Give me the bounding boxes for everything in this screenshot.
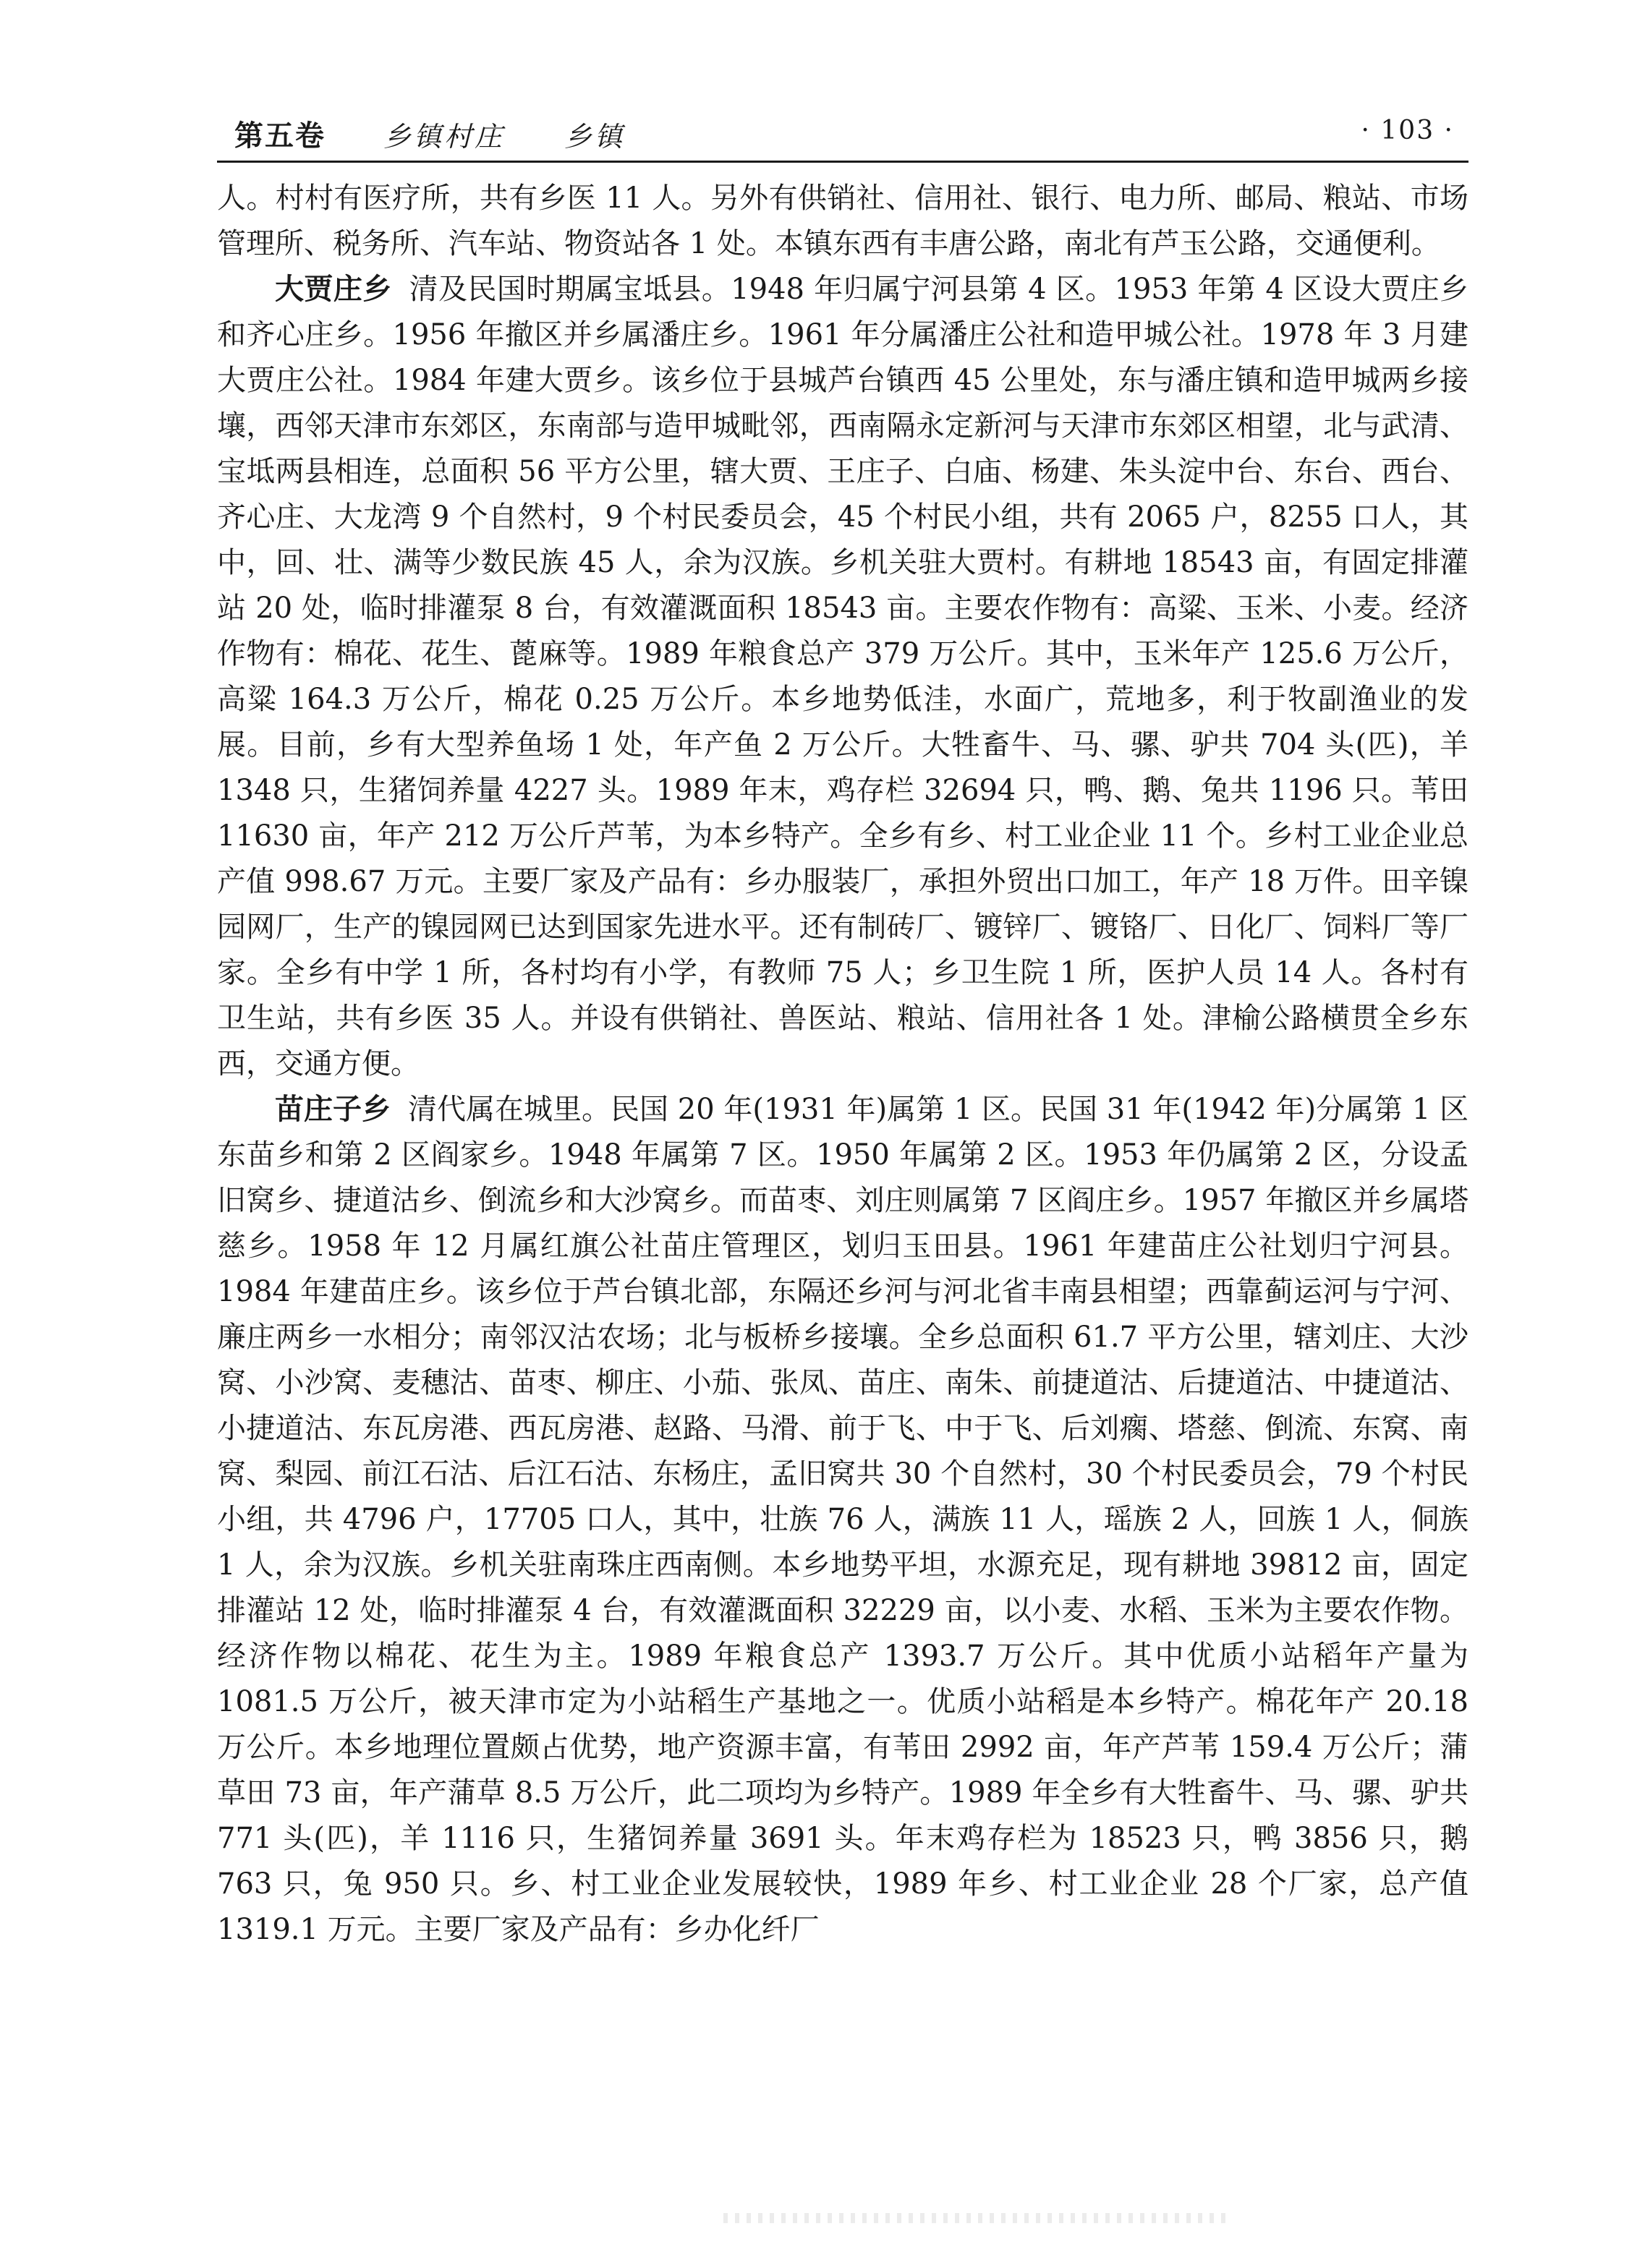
subsection-title: 乡镇	[564, 121, 626, 153]
continued-paragraph: 人。村村有医疗所，共有乡医 11 人。另外有供销社、信用社、银行、电力所、邮局、粮站、市场管理所、税务所、汽车站、物资站各 1 处。本镇东西有丰唐公路，南北有芦玉公路，交通便利。	[217, 182, 1468, 260]
entry-paragraph	[217, 267, 1468, 1087]
article-body	[217, 176, 1468, 1953]
volume-title: 第五卷	[234, 119, 326, 153]
section-title: 乡镇村庄	[383, 121, 506, 153]
running-header	[217, 108, 1468, 163]
entry-title: 苗庄子乡	[275, 1093, 391, 1126]
page	[217, 108, 1468, 1953]
entry-title: 大贾庄乡	[275, 273, 392, 306]
entry-text: 清及民国时期属宝坻县。1948 年归属宁河县第 4 区。1953 年第 4 区设大贾庄乡和齐心庄乡。1956 年撤区并乡属潘庄乡。1961 年分属潘庄公社和造甲城公社。1978 年 3 月建大贾庄公社。1984 年建大贾乡。该乡位于县城芦台镇西 45 公里处，东与潘庄镇和造甲城两乡接壤，西邻天津市东郊区，东南部与造甲城毗邻，西南隔永定新河与天津市东郊区相望，北与武清、宝坻两县相连，总面积 56 平方公里，辖大贾、王庄子、白庙、杨建、朱头淀中台、东台、西台、齐心庄、大龙湾 9 个自然村，9 个村民委员会，45 个村民小组，共有 2065 户，8255 口人，其中，回、壮、满等少数民族 45 人，余为汉族。乡机关驻大贾村。有耕地 18543 亩，有固定排灌站 20 处，临时排灌泵 8 台，有效灌溉面积 18543 亩。主要农作物有：高粱、玉米、小麦。经济作物有：棉花、花生、蓖麻等。1989 年粮食总产 379 万公斤。其中，玉米年产 125.6 万公斤，高粱 164.3 万公斤，棉花 0.25 万公斤。本乡地势低洼，水面广，荒地多，利于牧副渔业的发展。目前，乡有大型养鱼场 1 处，年产鱼 2 万公斤。大牲畜牛、马、骡、驴共 704 头(匹)，羊 1348 只，生猪饲养量 4227 头。1989 年末，鸡存栏 32694 只，鸭、鹅、兔共 1196 只。苇田 11630 亩，年产 212 万公斤芦苇，为本乡特产。全乡有乡、村工业企业 11 个。乡村工业企业总产值 998.67 万元。主要厂家及产品有：乡办服装厂，承担外贸出口加工，年产 18 万件。田辛镍园网厂，生产的镍园网已达到国家先进水平。还有制砖厂、镀锌厂、镀铬厂、日化厂、饲料厂等厂家。全乡有中学 1 所，各村均有小学，有教师 75 人；乡卫生院 1 所，医护人员 14 人。各村有卫生站，共有乡医 35 人。并设有供销社、兽医站、粮站、信用社各 1 处。津榆公路横贯全乡东西，交通方便。	[217, 273, 1469, 1080]
entry-text: 清代属在城里。民国 20 年(1931 年)属第 1 区。民国 31 年(1942 年)分属第 1 区东苗乡和第 2 区阎家乡。1948 年属第 7 区。1950 年属第 2 区。1953 年仍属第 2 区，分设孟旧窝乡、捷道沽乡、倒流乡和大沙窝乡。而苗枣、刘庄则属第 7 区阎庄乡。1957 年撤区并乡属塔慈乡。1958 年 12 月属红旗公社苗庄管理区，划归玉田县。1961 年建苗庄公社划归宁河县。1984 年建苗庄乡。该乡位于芦台镇北部，东隔还乡河与河北省丰南县相望；西靠蓟运河与宁河、廉庄两乡一水相分；南邻汉沽农场；北与板桥乡接壤。全乡总面积 61.7 平方公里，辖刘庄、大沙窝、小沙窝、麦穗沽、苗枣、柳庄、小茄、张凤、苗庄、南朱、前捷道沽、后捷道沽、中捷道沽、小捷道沽、东瓦房港、西瓦房港、赵路、马滑、前于飞、中于飞、后刘瘸、塔慈、倒流、东窝、南窝、梨园、前江石沽、后江石沽、东杨庄，孟旧窝共 30 个自然村，30 个村民委员会，79 个村民小组，共 4796 户，17705 口人，其中，壮族 76 人，满族 11 人，瑶族 2 人，回族 1 人，侗族 1 人，余为汉族。乡机关驻南珠庄西南侧。本乡地势平坦，水源充足，现有耕地 39812 亩，固定排灌站 12 处，临时排灌泵 4 台，有效灌溉面积 32229 亩，以小麦、水稻、玉米为主要农作物。经济作物以棉花、花生为主。1989 年粮食总产 1393.7 万公斤。其中优质小站稻年产量为 1081.5 万公斤，被天津市定为小站稻生产基地之一。优质小站稻是本乡特产。棉花年产 20.18 万公斤。本乡地理位置颇占优势，地产资源丰富，有苇田 2992 亩，年产芦苇 159.4 万公斤；蒲草田 73 亩，年产蒲草 8.5 万公斤，此二项均为乡特产。1989 年全乡有大牲畜牛、马、骡、驴共 771 头(匹)，羊 1116 只，生猪饲养量 3691 头。年末鸡存栏为 18523 只，鸭 3856 只，鹅 763 只，兔 950 只。乡、村工业企业发展较快，1989 年乡、村工业企业 28 个厂家，总产值 1319.1 万元。主要厂家及产品有：乡办化纤厂	[217, 1093, 1469, 1946]
scan-artifact	[723, 2213, 1230, 2223]
page-number: · 103 ·	[1361, 116, 1454, 145]
entry-paragraph	[217, 1087, 1468, 1953]
